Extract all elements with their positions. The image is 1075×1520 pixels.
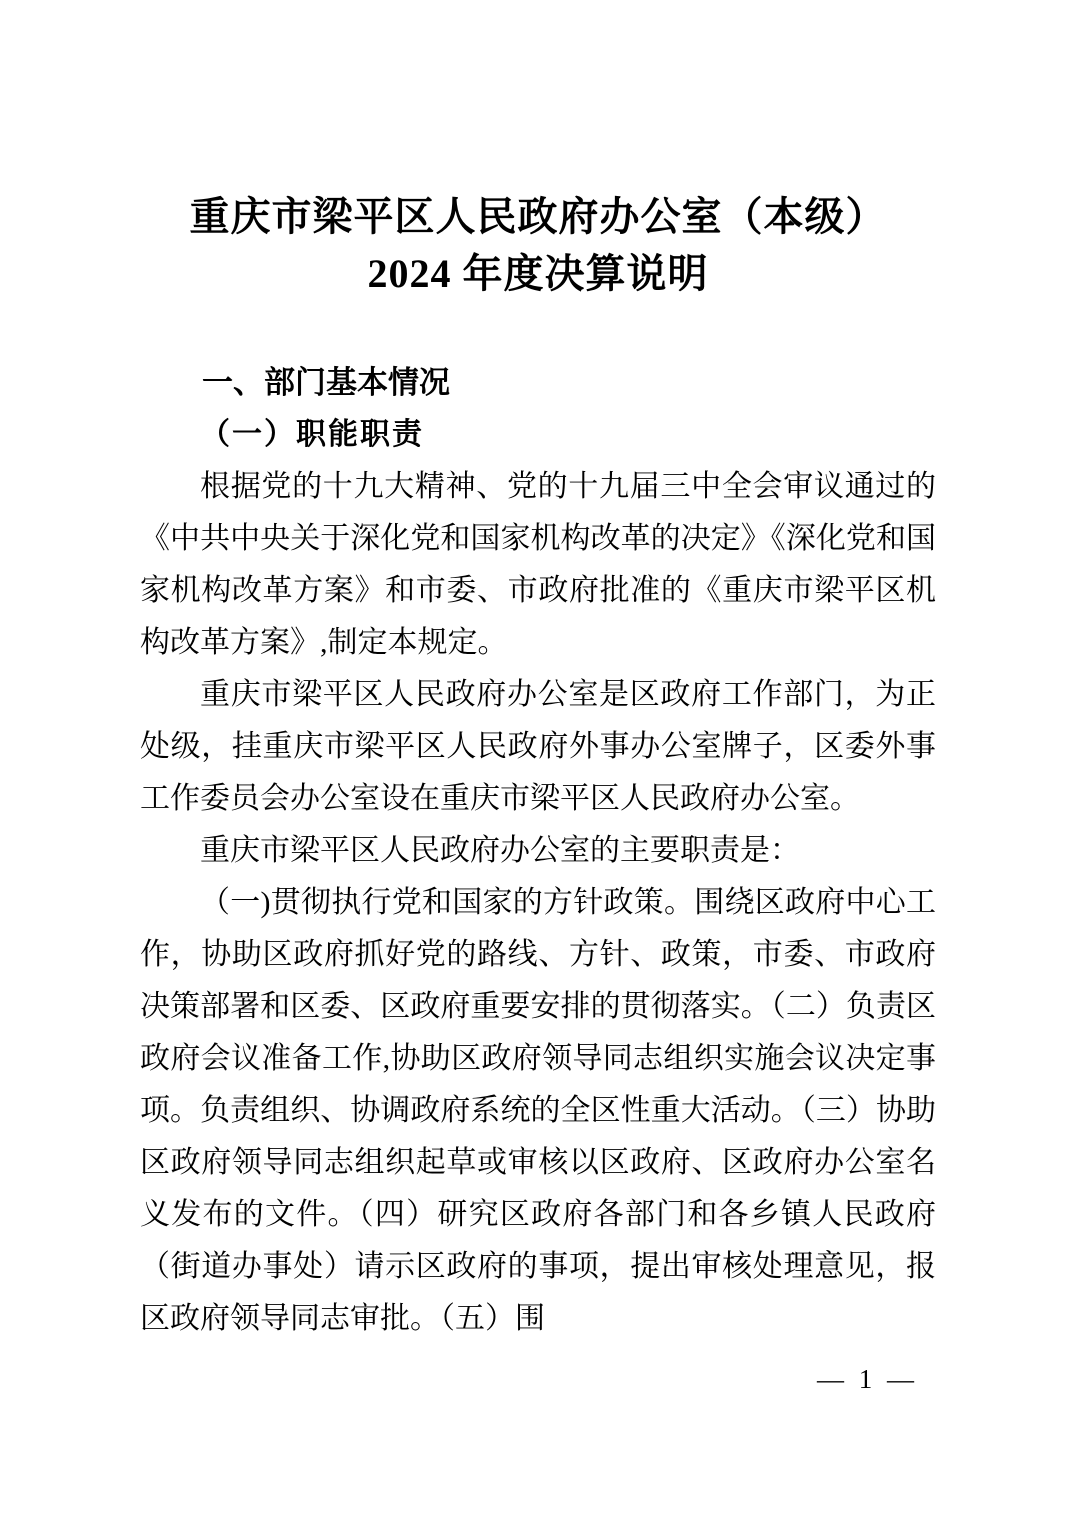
paragraph-duties-list: （一)贯彻执行党和国家的方针政策。围绕区政府中心工作，协助区政府抓好党的路线、方针、政策，市委、市政府决策部署和区委、区政府重要安排的贯彻落实。（二）负责区政府会议准备工作,协助区政府领导同志组织实施会议决定事项。负责组织、协调政府系统的全区性重大活动。（三）协助区政府领导同志组织起草或审核以区政府、区政府办公室名义发布的文件。（四）研究区政府各部门和各乡镇人民政府（街道办事处）请示区政府的事项，提出审核处理意见，报区政府领导同志审批。（五）围 bbox=[140, 886, 936, 1335]
document-body bbox=[140, 357, 936, 1345]
paragraph-office-nature: 重庆市梁平区人民政府办公室是区政府工作部门，为正处级，挂重庆市梁平区人民政府外事办公室牌子，区委外事工作委员会办公室设在重庆市梁平区人民政府办公室。 bbox=[140, 678, 936, 815]
page-number: — 1 — bbox=[817, 1364, 918, 1394]
document-title-line1: 重庆市梁平区人民政府办公室（本级） bbox=[189, 194, 887, 239]
document-title bbox=[140, 188, 936, 302]
paragraph-basis: 根据党的十九大精神、党的十九届三中全会审议通过的《中共中央关于深化党和国家机构改革的决定》《深化党和国家机构改革方案》和市委、市政府批准的《重庆市梁平区机构改革方案》,制定本规定。 bbox=[140, 470, 936, 659]
sub-heading-duties: （一）职能职责 bbox=[200, 418, 424, 451]
section-heading-basic-info: 一、部门基本情况 bbox=[202, 365, 450, 400]
document-title-line2: 2024 年度决算说明 bbox=[367, 251, 709, 296]
paragraph-duties-intro: 重庆市梁平区人民政府办公室的主要职责是： bbox=[200, 834, 800, 867]
